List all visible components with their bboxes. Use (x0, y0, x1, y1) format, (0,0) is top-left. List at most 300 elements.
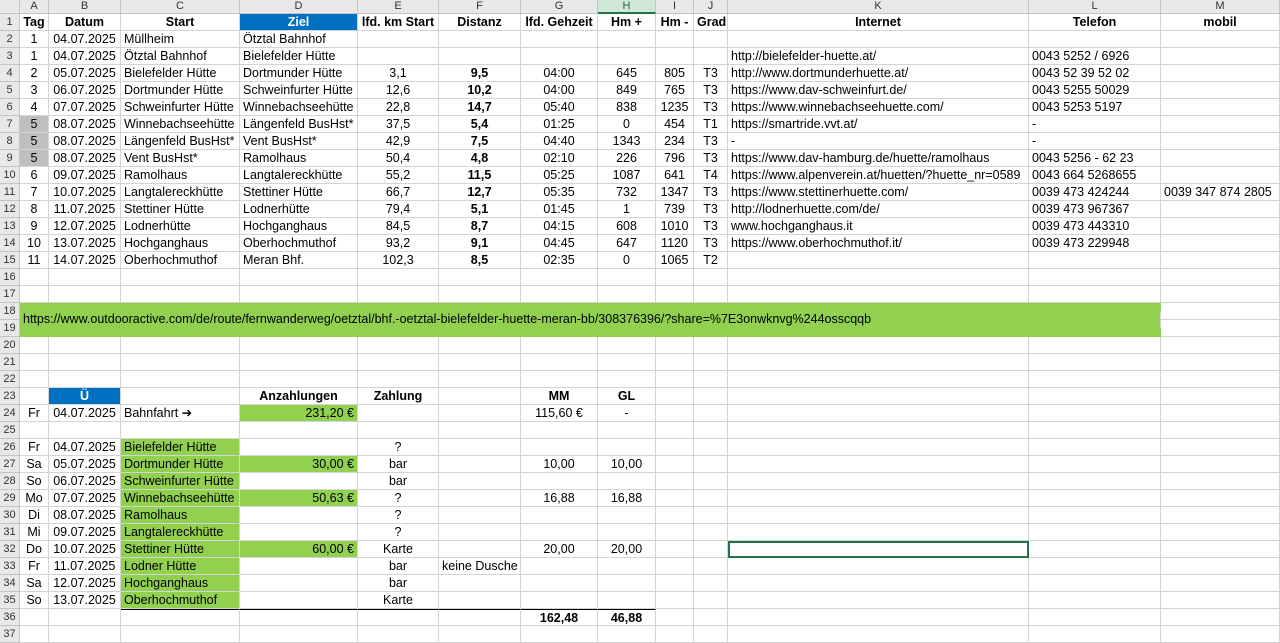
stage-start[interactable]: Ötztal Bahnhof (121, 48, 240, 65)
empty-cell[interactable] (20, 609, 49, 626)
row-number[interactable]: 30 (0, 507, 20, 524)
stage-phone[interactable]: 0043 5252 / 6926 (1029, 48, 1161, 65)
stage-ascent[interactable]: 645 (598, 65, 656, 82)
empty-cell[interactable] (656, 541, 694, 558)
row-number[interactable]: 6 (0, 99, 20, 116)
empty-cell[interactable] (694, 490, 728, 507)
column-header-c[interactable]: C (121, 0, 240, 14)
row-number[interactable]: 21 (0, 354, 20, 371)
booking-hut[interactable]: Lodner Hütte (121, 558, 240, 575)
row-number[interactable]: 18 (0, 303, 20, 320)
booking-date[interactable]: 10.07.2025 (49, 541, 121, 558)
stage-tag[interactable]: 4 (20, 99, 49, 116)
booking-payment[interactable]: bar (358, 575, 439, 592)
empty-cell[interactable] (694, 524, 728, 541)
stage-date[interactable]: 04.07.2025 (49, 48, 121, 65)
row-number[interactable]: 4 (0, 65, 20, 82)
booking-day[interactable]: Fr (20, 439, 49, 456)
stage-start[interactable]: Schweinfurter Hütte (121, 99, 240, 116)
stage-descent[interactable]: 739 (656, 201, 694, 218)
empty-cell[interactable] (439, 388, 521, 405)
empty-cell[interactable] (521, 337, 598, 354)
stage-grade[interactable]: T3 (694, 150, 728, 167)
stage-walk-time[interactable]: 05:40 (521, 99, 598, 116)
empty-cell[interactable] (694, 626, 728, 643)
header-grad[interactable]: Grad (694, 14, 728, 31)
selected-cell[interactable] (728, 541, 1029, 558)
stage-distance[interactable] (439, 48, 521, 65)
row-number[interactable]: 13 (0, 218, 20, 235)
booking-day[interactable]: Fr (20, 405, 49, 422)
stage-tag[interactable]: 1 (20, 31, 49, 48)
stage-website-link[interactable] (728, 252, 1029, 269)
empty-cell[interactable] (728, 507, 1029, 524)
stage-start[interactable]: Ramolhaus (121, 167, 240, 184)
booking-gl[interactable] (598, 558, 656, 575)
empty-cell[interactable] (1161, 473, 1280, 490)
stage-destination[interactable]: Lodnerhütte (240, 201, 358, 218)
stage-km-start[interactable]: 79,4 (358, 201, 439, 218)
row-number[interactable]: 17 (0, 286, 20, 303)
booking-date[interactable]: 08.07.2025 (49, 507, 121, 524)
stage-km-start[interactable]: 22,8 (358, 99, 439, 116)
booking-hut[interactable]: Bielefelder Hütte (121, 439, 240, 456)
empty-cell[interactable] (728, 388, 1029, 405)
stage-phone[interactable]: 0043 664 5268655 (1029, 167, 1161, 184)
stage-phone[interactable]: 0039 473 967367 (1029, 201, 1161, 218)
empty-cell[interactable] (656, 354, 694, 371)
stage-destination[interactable]: Meran Bhf. (240, 252, 358, 269)
empty-cell[interactable] (439, 405, 521, 422)
empty-cell[interactable] (728, 422, 1029, 439)
empty-cell[interactable] (1029, 439, 1161, 456)
stage-ascent[interactable]: 1343 (598, 133, 656, 150)
empty-cell[interactable] (121, 388, 240, 405)
stage-km-start[interactable]: 93,2 (358, 235, 439, 252)
stage-tag[interactable]: 5 (20, 150, 49, 167)
booking-amount[interactable] (240, 592, 358, 609)
stage-grade[interactable]: T3 (694, 65, 728, 82)
empty-cell[interactable] (1161, 558, 1280, 575)
stage-ascent[interactable]: 0 (598, 116, 656, 133)
empty-cell[interactable] (598, 269, 656, 286)
booking-hut[interactable]: Dortmunder Hütte (121, 456, 240, 473)
stage-distance[interactable]: 8,7 (439, 218, 521, 235)
stage-ascent[interactable]: 0 (598, 252, 656, 269)
stage-descent[interactable]: 796 (656, 150, 694, 167)
booking-header-u[interactable]: Ü (49, 388, 121, 405)
stage-walk-time[interactable]: 05:35 (521, 184, 598, 201)
stage-descent[interactable]: 1235 (656, 99, 694, 116)
stage-phone[interactable]: 0039 473 229948 (1029, 235, 1161, 252)
stage-website-link[interactable]: https://www.dav-hamburg.de/huette/ramolhaus (728, 150, 1029, 167)
booking-mm[interactable] (521, 524, 598, 541)
stage-tag[interactable]: 3 (20, 82, 49, 99)
empty-cell[interactable] (728, 337, 1029, 354)
booking-train-gl[interactable]: - (598, 405, 656, 422)
row-number[interactable]: 15 (0, 252, 20, 269)
booking-hut[interactable]: Schweinfurter Hütte (121, 473, 240, 490)
stage-phone[interactable]: 0043 5253 5197 (1029, 99, 1161, 116)
booking-day[interactable]: Mo (20, 490, 49, 507)
stage-ascent[interactable]: 226 (598, 150, 656, 167)
booking-header-gl[interactable]: GL (598, 388, 656, 405)
stage-website-link[interactable]: http://lodnerhuette.com/de/ (728, 201, 1029, 218)
empty-cell[interactable] (121, 286, 240, 303)
booking-payment[interactable]: ? (358, 439, 439, 456)
empty-cell[interactable] (358, 371, 439, 388)
booking-note[interactable] (439, 524, 521, 541)
stage-start[interactable]: Bielefelder Hütte (121, 65, 240, 82)
row-number[interactable]: 35 (0, 592, 20, 609)
row-number[interactable]: 33 (0, 558, 20, 575)
stage-destination[interactable]: Oberhochmuthof (240, 235, 358, 252)
empty-cell[interactable] (598, 354, 656, 371)
empty-cell[interactable] (358, 286, 439, 303)
booking-gl[interactable]: 10,00 (598, 456, 656, 473)
stage-km-start[interactable]: 12,6 (358, 82, 439, 99)
stage-date[interactable]: 07.07.2025 (49, 99, 121, 116)
booking-note[interactable] (439, 507, 521, 524)
empty-cell[interactable] (694, 592, 728, 609)
empty-cell[interactable] (1161, 354, 1280, 371)
stage-date[interactable]: 10.07.2025 (49, 184, 121, 201)
stage-grade[interactable]: T3 (694, 218, 728, 235)
empty-cell[interactable] (1029, 269, 1161, 286)
booking-day[interactable]: Di (20, 507, 49, 524)
header-datum[interactable]: Datum (49, 14, 121, 31)
empty-cell[interactable] (1161, 405, 1280, 422)
stage-mobile[interactable] (1161, 48, 1280, 65)
stage-ascent[interactable]: 1087 (598, 167, 656, 184)
empty-cell[interactable] (728, 456, 1029, 473)
column-header-f[interactable]: F (439, 0, 521, 14)
empty-cell[interactable] (240, 354, 358, 371)
stage-descent[interactable]: 234 (656, 133, 694, 150)
stage-date[interactable]: 11.07.2025 (49, 201, 121, 218)
empty-cell[interactable] (121, 354, 240, 371)
stage-ascent[interactable]: 608 (598, 218, 656, 235)
stage-mobile[interactable] (1161, 99, 1280, 116)
empty-cell[interactable] (1161, 609, 1280, 626)
booking-gl[interactable] (598, 575, 656, 592)
empty-cell[interactable] (521, 371, 598, 388)
row-number[interactable]: 10 (0, 167, 20, 184)
stage-grade[interactable]: T3 (694, 235, 728, 252)
stage-grade[interactable] (694, 48, 728, 65)
stage-walk-time[interactable] (521, 31, 598, 48)
row-number[interactable]: 2 (0, 31, 20, 48)
row-number[interactable]: 11 (0, 184, 20, 201)
stage-distance[interactable] (439, 31, 521, 48)
stage-website-link[interactable]: https://smartride.vvt.at/ (728, 116, 1029, 133)
booking-gl[interactable] (598, 439, 656, 456)
empty-cell[interactable] (1161, 320, 1280, 337)
column-header-h[interactable]: H (598, 0, 656, 14)
booking-date[interactable]: 07.07.2025 (49, 490, 121, 507)
stage-website-link[interactable]: - (728, 133, 1029, 150)
empty-cell[interactable] (1161, 507, 1280, 524)
stage-descent[interactable]: 454 (656, 116, 694, 133)
empty-cell[interactable] (521, 422, 598, 439)
empty-cell[interactable] (1161, 303, 1280, 320)
row-number[interactable]: 12 (0, 201, 20, 218)
stage-website-link[interactable]: https://www.oberhochmuthof.it/ (728, 235, 1029, 252)
row-number[interactable]: 28 (0, 473, 20, 490)
empty-cell[interactable] (49, 269, 121, 286)
booking-payment[interactable]: Karte (358, 541, 439, 558)
empty-cell[interactable] (656, 524, 694, 541)
stage-ascent[interactable]: 1 (598, 201, 656, 218)
empty-cell[interactable] (439, 626, 521, 643)
stage-km-start[interactable]: 84,5 (358, 218, 439, 235)
booking-gl[interactable] (598, 592, 656, 609)
empty-cell[interactable] (656, 473, 694, 490)
booking-note[interactable] (439, 575, 521, 592)
empty-cell[interactable] (694, 337, 728, 354)
stage-mobile[interactable] (1161, 167, 1280, 184)
stage-grade[interactable]: T3 (694, 184, 728, 201)
route-link-cell[interactable]: https://www.outdooractive.com/de/route/fernwanderweg/oetztal/bhf.-oetztal-bielefelder-huette-meran-bb/308376396/?share=%7E3onwknvg%244osscqqb (20, 311, 1161, 328)
booking-header-mm[interactable]: MM (521, 388, 598, 405)
empty-cell[interactable] (694, 354, 728, 371)
stage-destination[interactable]: Dortmunder Hütte (240, 65, 358, 82)
empty-cell[interactable] (656, 337, 694, 354)
stage-km-start[interactable] (358, 31, 439, 48)
header-hm_minus[interactable]: Hm - (656, 14, 694, 31)
empty-cell[interactable] (656, 439, 694, 456)
totals-border[interactable] (358, 609, 439, 626)
stage-tag[interactable]: 11 (20, 252, 49, 269)
booking-mm[interactable] (521, 575, 598, 592)
stage-descent[interactable]: 805 (656, 65, 694, 82)
row-number[interactable]: 36 (0, 609, 20, 626)
empty-cell[interactable] (1029, 541, 1161, 558)
stage-walk-time[interactable]: 02:35 (521, 252, 598, 269)
booking-date[interactable]: 11.07.2025 (49, 558, 121, 575)
select-all-corner[interactable] (0, 0, 20, 14)
column-header-d[interactable]: D (240, 0, 358, 14)
stage-ascent[interactable]: 838 (598, 99, 656, 116)
stage-walk-time[interactable]: 01:45 (521, 201, 598, 218)
stage-mobile[interactable] (1161, 150, 1280, 167)
empty-cell[interactable] (728, 473, 1029, 490)
empty-cell[interactable] (439, 269, 521, 286)
stage-km-start[interactable] (358, 48, 439, 65)
empty-cell[interactable] (1029, 422, 1161, 439)
empty-cell[interactable] (240, 422, 358, 439)
booking-date[interactable]: 04.07.2025 (49, 405, 121, 422)
empty-cell[interactable] (521, 354, 598, 371)
stage-walk-time[interactable]: 04:15 (521, 218, 598, 235)
empty-cell[interactable] (1029, 524, 1161, 541)
booking-mm[interactable] (521, 558, 598, 575)
empty-cell[interactable] (121, 422, 240, 439)
row-number[interactable]: 32 (0, 541, 20, 558)
empty-cell[interactable] (656, 507, 694, 524)
stage-phone[interactable]: - (1029, 116, 1161, 133)
totals-border[interactable] (240, 609, 358, 626)
stage-phone[interactable]: 0043 52 39 52 02 (1029, 65, 1161, 82)
empty-cell[interactable] (728, 626, 1029, 643)
empty-cell[interactable] (49, 626, 121, 643)
stage-website-link[interactable]: https://www.alpenverein.at/huetten/?huette_nr=0589 (728, 167, 1029, 184)
booking-amount[interactable] (240, 507, 358, 524)
stage-destination[interactable]: Hochganghaus (240, 218, 358, 235)
stage-website-link[interactable]: https://www.stettinerhuette.com/ (728, 184, 1029, 201)
empty-cell[interactable] (439, 286, 521, 303)
empty-cell[interactable] (728, 609, 1029, 626)
row-number[interactable]: 34 (0, 575, 20, 592)
empty-cell[interactable] (656, 609, 694, 626)
empty-cell[interactable] (121, 626, 240, 643)
stage-destination[interactable]: Winnebachseehütte (240, 99, 358, 116)
stage-descent[interactable]: 1347 (656, 184, 694, 201)
stage-mobile[interactable] (1161, 82, 1280, 99)
stage-website-link[interactable]: https://www.dav-schweinfurt.de/ (728, 82, 1029, 99)
header-telefon[interactable]: Telefon (1029, 14, 1161, 31)
empty-cell[interactable] (240, 269, 358, 286)
stage-walk-time[interactable]: 04:45 (521, 235, 598, 252)
stage-tag[interactable]: 5 (20, 133, 49, 150)
empty-cell[interactable] (694, 388, 728, 405)
empty-cell[interactable] (439, 371, 521, 388)
empty-cell[interactable] (121, 371, 240, 388)
empty-cell[interactable] (1029, 626, 1161, 643)
booking-amount[interactable] (240, 558, 358, 575)
booking-train-amount[interactable]: 231,20 € (240, 405, 358, 422)
stage-start[interactable]: Langtalereckhütte (121, 184, 240, 201)
empty-cell[interactable] (1029, 490, 1161, 507)
booking-note[interactable] (439, 456, 521, 473)
empty-cell[interactable] (1161, 626, 1280, 643)
stage-mobile[interactable] (1161, 116, 1280, 133)
booking-payment[interactable]: bar (358, 456, 439, 473)
booking-date[interactable]: 09.07.2025 (49, 524, 121, 541)
stage-website-link[interactable] (728, 31, 1029, 48)
empty-cell[interactable] (694, 575, 728, 592)
header-hm_plus[interactable]: Hm + (598, 14, 656, 31)
stage-distance[interactable]: 5,1 (439, 201, 521, 218)
stage-tag[interactable]: 8 (20, 201, 49, 218)
stage-mobile[interactable] (1161, 218, 1280, 235)
booking-day[interactable]: So (20, 473, 49, 490)
empty-cell[interactable] (49, 337, 121, 354)
stage-km-start[interactable]: 42,9 (358, 133, 439, 150)
stage-distance[interactable]: 10,2 (439, 82, 521, 99)
empty-cell[interactable] (1161, 575, 1280, 592)
stage-tag[interactable]: 6 (20, 167, 49, 184)
empty-cell[interactable] (1161, 337, 1280, 354)
empty-cell[interactable] (1161, 541, 1280, 558)
stage-tag[interactable]: 9 (20, 218, 49, 235)
stage-date[interactable]: 04.07.2025 (49, 31, 121, 48)
stage-ascent[interactable]: 647 (598, 235, 656, 252)
header-ziel[interactable]: Ziel (240, 14, 358, 31)
booking-header-payment[interactable]: Zahlung (358, 388, 439, 405)
stage-walk-time[interactable]: 04:40 (521, 133, 598, 150)
empty-cell[interactable] (656, 558, 694, 575)
stage-descent[interactable]: 641 (656, 167, 694, 184)
booking-train-mm[interactable]: 115,60 € (521, 405, 598, 422)
empty-cell[interactable] (1161, 371, 1280, 388)
stage-distance[interactable]: 12,7 (439, 184, 521, 201)
empty-cell[interactable] (656, 575, 694, 592)
row-number[interactable]: 8 (0, 133, 20, 150)
stage-grade[interactable]: T4 (694, 167, 728, 184)
column-header-l[interactable]: L (1029, 0, 1161, 14)
stage-destination[interactable]: Stettiner Hütte (240, 184, 358, 201)
empty-cell[interactable] (728, 439, 1029, 456)
empty-cell[interactable] (598, 371, 656, 388)
stage-start[interactable]: Lodnerhütte (121, 218, 240, 235)
empty-cell[interactable] (694, 541, 728, 558)
stage-distance[interactable]: 5,4 (439, 116, 521, 133)
empty-cell[interactable] (694, 507, 728, 524)
row-number[interactable]: 3 (0, 48, 20, 65)
stage-date[interactable]: 05.07.2025 (49, 65, 121, 82)
header-gehzeit[interactable]: lfd. Gehzeit (521, 14, 598, 31)
empty-cell[interactable] (728, 558, 1029, 575)
booking-note[interactable] (439, 439, 521, 456)
stage-start[interactable]: Vent BusHst* (121, 150, 240, 167)
stage-grade[interactable]: T3 (694, 201, 728, 218)
row-number[interactable]: 22 (0, 371, 20, 388)
stage-grade[interactable]: T3 (694, 99, 728, 116)
stage-distance[interactable]: 9,5 (439, 65, 521, 82)
row-number[interactable]: 5 (0, 82, 20, 99)
booking-hut[interactable]: Ramolhaus (121, 507, 240, 524)
stage-date[interactable]: 13.07.2025 (49, 235, 121, 252)
empty-cell[interactable] (20, 388, 49, 405)
row-number[interactable]: 37 (0, 626, 20, 643)
booking-header-deposits[interactable]: Anzahlungen (240, 388, 358, 405)
stage-mobile[interactable] (1161, 65, 1280, 82)
stage-km-start[interactable]: 3,1 (358, 65, 439, 82)
stage-grade[interactable]: T3 (694, 82, 728, 99)
empty-cell[interactable] (598, 626, 656, 643)
empty-cell[interactable] (656, 422, 694, 439)
booking-mm[interactable]: 10,00 (521, 456, 598, 473)
stage-walk-time[interactable]: 01:25 (521, 116, 598, 133)
stage-mobile[interactable] (1161, 235, 1280, 252)
empty-cell[interactable] (694, 456, 728, 473)
column-header-e[interactable]: E (358, 0, 439, 14)
empty-cell[interactable] (240, 337, 358, 354)
empty-cell[interactable] (1029, 337, 1161, 354)
empty-cell[interactable] (656, 626, 694, 643)
stage-destination[interactable]: Ramolhaus (240, 150, 358, 167)
empty-cell[interactable] (694, 558, 728, 575)
booking-amount[interactable] (240, 473, 358, 490)
column-header-a[interactable]: A (20, 0, 49, 14)
empty-cell[interactable] (1161, 269, 1280, 286)
stage-start[interactable]: Oberhochmuthof (121, 252, 240, 269)
empty-cell[interactable] (656, 371, 694, 388)
row-number[interactable]: 9 (0, 150, 20, 167)
empty-cell[interactable] (1029, 473, 1161, 490)
empty-cell[interactable] (1161, 422, 1280, 439)
stage-ascent[interactable]: 849 (598, 82, 656, 99)
booking-mm[interactable] (521, 473, 598, 490)
empty-cell[interactable] (728, 371, 1029, 388)
totals-border[interactable] (439, 609, 521, 626)
stage-start[interactable]: Winnebachseehütte (121, 116, 240, 133)
booking-gl[interactable]: 16,88 (598, 490, 656, 507)
row-number[interactable]: 19 (0, 320, 20, 337)
row-number[interactable]: 26 (0, 439, 20, 456)
stage-ascent[interactable]: 732 (598, 184, 656, 201)
